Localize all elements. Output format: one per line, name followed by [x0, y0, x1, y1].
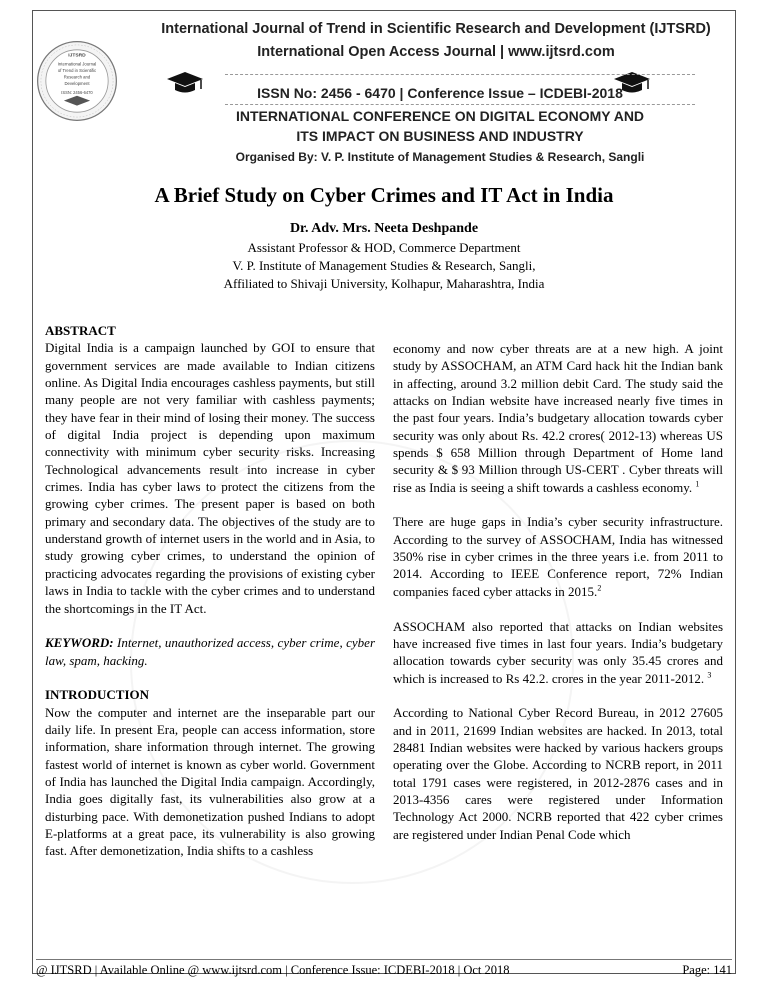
- footer-info: @ IJTSRD | Available Online @ www.ijtsrd.com | Conference Issue: ICDEBI-2018 | Oct 2018: [36, 963, 510, 977]
- logo-text-line: International Journal: [57, 61, 97, 67]
- body-paragraph: [393, 704, 723, 843]
- footer: [36, 963, 732, 978]
- body-paragraph: [393, 340, 723, 496]
- footnote-ref: 2: [597, 583, 602, 593]
- body-paragraph: [393, 513, 723, 600]
- right-column: [393, 340, 723, 843]
- footer-divider: [36, 959, 732, 960]
- introduction-heading: INTRODUCTION: [45, 687, 150, 703]
- conference-line-1: INTERNATIONAL CONFERENCE ON DIGITAL ECONOMY AND: [235, 108, 645, 124]
- page-number: Page: 141: [682, 963, 732, 977]
- header-divider: [225, 74, 695, 75]
- footnote-ref: 3: [707, 670, 712, 680]
- logo-text-line: ISSN: 2456-6470: [61, 90, 93, 96]
- journal-subtitle: International Open Access Journal | www.ijtsrd.com: [257, 44, 615, 60]
- left-column: [45, 322, 375, 860]
- keywords-paragraph: [45, 634, 375, 669]
- abstract-heading: ABSTRACT: [45, 323, 116, 338]
- introduction-text: Now the computer and internet are the inseparable part our daily life. In present Era, people can access information, store information, share information through internet. The growing fastest world of internet is known as cyber world. Government of India has launched the Digital India campaign. Accordingly, India goes digitally fast, its vulnerabilities also grow at a disturbing pace. With demonetization pushed Indians to adopt E-platforms at a great pace, its vulnerability is also growing fast. After demonetization, India shifts to a cashless: [45, 704, 375, 859]
- author-name: Dr. Adv. Mrs. Neeta Deshpande: [289, 221, 479, 236]
- logo-text-brand: IJTSRD: [68, 53, 86, 59]
- conference-line-2: ITS IMPACT ON BUSINESS AND INDUSTRY: [296, 128, 584, 144]
- keywords-text: Internet, unauthorized access, cyber crime, cyber law, spam, hacking.: [45, 635, 375, 668]
- affiliation-line: V. P. Institute of Management Studies & Research, Sangli,: [232, 258, 536, 273]
- header-divider: [225, 104, 695, 105]
- journal-title: International Journal of Trend in Scientific Research and Development (IJTSRD): [161, 21, 711, 37]
- affiliation-line: Assistant Professor & HOD, Commerce Department: [247, 240, 521, 255]
- paragraph-text: economy and now cyber threats are at a new high. A joint study by ASSOCHAM, an ATM Card hack hit the Indian bank in affecting, around 3.2 million debit Card. The study said the attacks on Indian website have increased nearly five times in the past four years. India’s budgetary allocation towards cyber security was only about Rs. 42.2 crores( 2012-13) whereas US spends $ 658 Million through Department of Home land security & $ 93 Million through US-CERT . Cyber threats will rise as India is seeing a shift towards a cashless economy.: [393, 341, 723, 495]
- paragraph-text: According to National Cyber Record Bureau, in 2012 27605 and in 2011, 21699 Indian websites are hacked. In 2013, total 28481 Indian websites were hacked by various hackers groups operating over the Globe. According to NCRB report, in 2011 total 1791 cases were registered, in 2012-2876 cases and in 2013-4356 cares were registered under Information Technology Act 2000. NCRB reported that 422 cyber crimes are registered under Indian Penal Code which: [393, 705, 723, 842]
- logo-text-line: of Trend in Scientific: [57, 67, 97, 73]
- affiliation-line: Affiliated to Shivaji University, Kolhapur, Maharashtra, India: [223, 276, 545, 291]
- organiser-line: Organised By: V. P. Institute of Management Studies & Research, Sangli: [235, 150, 645, 164]
- footnote-ref: 1: [695, 479, 700, 489]
- paragraph-text: There are huge gaps in India’s cyber security infrastructure. According to the survey of ASSOCHAM, India has witnessed 350% rise in cyber crimes in the three years i.e. from 2011 to 2014. According to IEEE Conference report, 72% Indian companies faced cyber attacks in 2015.: [393, 514, 723, 599]
- abstract-text: Digital India is a campaign launched by GOI to ensure that government services are made available to Indian citizens online. As Digital India encourages cashless payments, but still many people are not very familiar with cashless payments; they have fear in their mind of losing their money. The success of digital India project is depending upon maximum connectivity with minimum cyber security risks. Increasing Technological advancements result into increase in cyber crimes. India has cyber laws to protect the citizens from the growing cyber crimes. The present paper is based on both primary and secondary data. The objectives of the study are to understand growth of internet users in the world and in Asia, to study growing cyber crimes, to understand the opinion of practicing advocates regarding the provisions of existing cyber laws in India to tackle with the cyber crimes and to understand the shortcomings in the IT Act.: [45, 340, 375, 616]
- issn-line: ISSN No: 2456 - 6470 | Conference Issue – ICDEBI-2018: [257, 85, 623, 101]
- ijtsrd-logo: [36, 40, 118, 122]
- logo-text-line: Development: [64, 81, 90, 87]
- body-paragraph: [393, 618, 723, 687]
- keyword-label: KEYWORD:: [45, 635, 114, 651]
- paper-title: A Brief Study on Cyber Crimes and IT Act in India: [154, 183, 614, 207]
- logo-text-line: Research and: [63, 74, 91, 80]
- paragraph-text: ASSOCHAM also reported that attacks on Indian websites have increased five times in last four years. India’s budgetary allocation towards cyber security was only 35.45 crores and which is increased to Rs 42.2. crores in the year 2011-2012.: [393, 618, 723, 686]
